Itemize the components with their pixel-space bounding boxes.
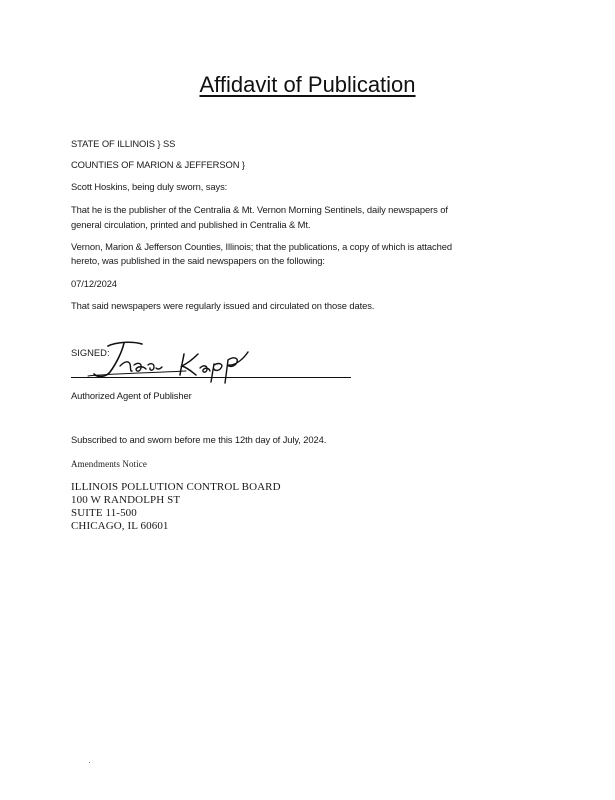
signature-line: [71, 377, 351, 378]
sworn-statement: Scott Hoskins, being duly sworn, says:: [71, 181, 228, 192]
state-line: STATE OF ILLINOIS } SS: [71, 138, 176, 149]
address-line-4: CHICAGO, IL 60601: [71, 520, 169, 532]
notice-title: Amendments Notice: [71, 459, 147, 469]
authorized-agent-label: Authorized Agent of Publisher: [71, 390, 192, 401]
publisher-paragraph-line-1: That he is the publisher of the Centralia & Mt. Vernon Morning Sentinels, daily newspapers of: [71, 204, 448, 215]
scan-speck: [89, 762, 90, 763]
address-line-3: SUITE 11-500: [71, 507, 137, 519]
signed-label: SIGNED:: [71, 347, 110, 358]
counties-line: COUNTIES OF MARION & JEFFERSON }: [71, 159, 245, 170]
address-line-1: ILLINOIS POLLUTION CONTROL BOARD: [71, 481, 281, 493]
publication-paragraph-line-1: Vernon, Marion & Jefferson Counties, Illinois; that the publications, a copy of which is attached: [71, 241, 452, 252]
circulation-statement: That said newspapers were regularly issued and circulated on those dates.: [71, 300, 375, 311]
publication-paragraph-line-2: hereto, was published in the said newspapers on the following:: [71, 255, 325, 266]
document-title: Affidavit of Publication: [199, 72, 416, 97]
subscribed-statement: Subscribed to and sworn before me this 12th day of July, 2024.: [71, 434, 327, 445]
publication-date: 07/12/2024: [71, 278, 117, 289]
address-line-2: 100 W RANDOLPH ST: [71, 494, 181, 506]
publisher-paragraph-line-2: general circulation, printed and published in Centralia & Mt.: [71, 219, 311, 230]
